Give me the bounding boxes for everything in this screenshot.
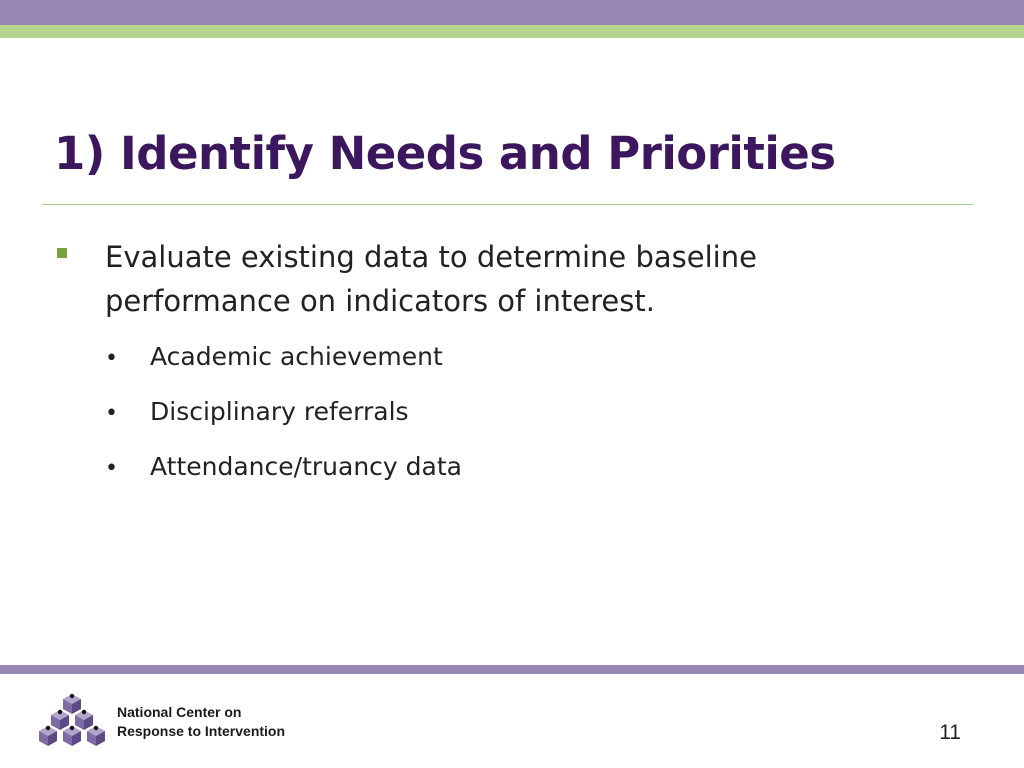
organization-name-line1: National Center on <box>117 704 242 720</box>
sub-bullet-item <box>105 395 409 431</box>
sub-bullet-item <box>105 450 462 486</box>
title-divider <box>42 204 973 205</box>
top-band-green <box>0 25 1024 38</box>
sub-bullet-label: Attendance/truancy data <box>150 452 462 481</box>
dot-bullet-icon: • <box>105 456 118 481</box>
page-number: 11 <box>939 721 961 744</box>
organization-name <box>117 703 285 741</box>
sub-bullet-label: Disciplinary referrals <box>150 397 409 426</box>
stacked-cubes-logo-icon <box>38 692 106 754</box>
dot-bullet-icon: • <box>105 346 118 371</box>
sub-bullet-label: Academic achievement <box>150 342 443 371</box>
organization-name-line2: Response to Intervention <box>117 723 286 739</box>
square-bullet-icon <box>57 248 67 258</box>
bullet-text: Evaluate existing data to determine baseline performance on indicators of interest. <box>105 240 757 318</box>
top-band-purple <box>0 0 1024 25</box>
sub-bullet-item <box>105 340 443 376</box>
dot-bullet-icon: • <box>105 401 118 426</box>
bottom-band <box>0 665 1024 674</box>
slide-title: 1) Identify Needs and Priorities <box>54 127 836 180</box>
